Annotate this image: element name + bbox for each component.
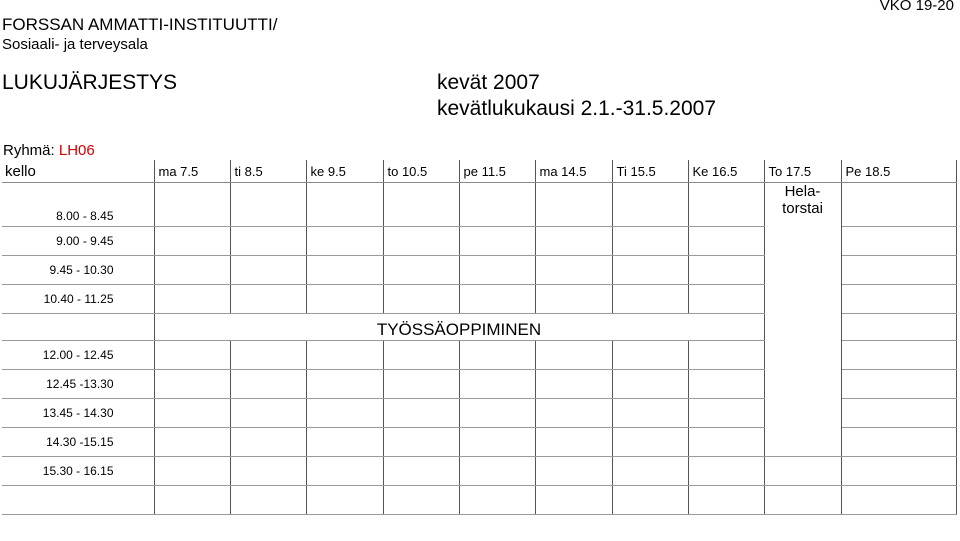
day-header: ke 9.5: [306, 160, 383, 183]
schedule-cell: [841, 486, 956, 515]
schedule-cell: [154, 183, 230, 227]
group-label: Ryhmä:: [3, 142, 55, 159]
group-code: LH06: [58, 142, 95, 159]
schedule-cell: [383, 341, 459, 370]
schedule-cell: [612, 370, 688, 399]
schedule-cell: [612, 428, 688, 457]
schedule-cell: [535, 399, 612, 428]
holiday-line2: torstai: [782, 200, 823, 217]
schedule-cell: [688, 428, 764, 457]
schedule-cell: [764, 457, 841, 486]
time-slot: 14.30 -15.15: [2, 428, 154, 457]
schedule-cell: [383, 428, 459, 457]
schedule-cell: [154, 399, 230, 428]
schedule-table: [2, 160, 957, 515]
schedule-cell: [306, 457, 383, 486]
schedule-cell: [841, 314, 956, 341]
schedule-cell: [154, 370, 230, 399]
schedule-cell: [306, 399, 383, 428]
schedule-cell: [612, 227, 688, 256]
schedule-cell: [383, 256, 459, 285]
schedule-cell: [612, 256, 688, 285]
day-header: To 17.5: [764, 160, 841, 183]
table-row: [2, 457, 956, 486]
day-header: Ke 16.5: [688, 160, 764, 183]
schedule-cell: [841, 183, 956, 227]
schedule-cell: [535, 256, 612, 285]
time-slot: 9.45 - 10.30: [2, 256, 154, 285]
schedule-cell: [688, 227, 764, 256]
schedule-cell: [230, 183, 306, 227]
day-header: Pe 18.5: [841, 160, 956, 183]
schedule-cell: [535, 227, 612, 256]
table-row: [2, 486, 956, 515]
schedule-cell: [841, 256, 956, 285]
schedule-header-row: [2, 160, 956, 183]
schedule-cell: [154, 428, 230, 457]
schedule-cell: [154, 227, 230, 256]
schedule-cell: [841, 341, 956, 370]
schedule-cell: [841, 428, 956, 457]
schedule-cell: [612, 341, 688, 370]
schedule-cell: [688, 457, 764, 486]
schedule-cell: [688, 256, 764, 285]
schedule-cell: [306, 285, 383, 314]
schedule-cell: [383, 457, 459, 486]
schedule-cell: [688, 399, 764, 428]
day-header: to 10.5: [383, 160, 459, 183]
schedule-cell: [535, 457, 612, 486]
schedule-cell: [688, 183, 764, 227]
time-slot: 12.45 -13.30: [2, 370, 154, 399]
schedule-cell: [306, 428, 383, 457]
schedule-cell: [306, 486, 383, 515]
schedule-cell: [459, 183, 535, 227]
schedule-cell: [306, 183, 383, 227]
schedule-cell: [154, 341, 230, 370]
schedule-cell: [459, 399, 535, 428]
schedule-cell: [612, 183, 688, 227]
schedule-cell: [154, 256, 230, 285]
schedule-cell: [459, 428, 535, 457]
day-header: ma 14.5: [535, 160, 612, 183]
time-slot: [2, 486, 154, 515]
time-slot: 9.00 - 9.45: [2, 227, 154, 256]
schedule-cell: [383, 399, 459, 428]
schedule-cell: [459, 341, 535, 370]
schedule-cell: [306, 256, 383, 285]
holiday-cell: [764, 183, 841, 457]
schedule-cell: [459, 486, 535, 515]
schedule-cell: [154, 457, 230, 486]
time-slot: 15.30 - 16.15: [2, 457, 154, 486]
schedule-cell: [230, 399, 306, 428]
schedule-cell: [230, 285, 306, 314]
group-info: [3, 142, 95, 159]
schedule-cell: [535, 285, 612, 314]
schedule-cell: [535, 341, 612, 370]
schedule-cell: [688, 370, 764, 399]
schedule-cell: [459, 256, 535, 285]
day-header: ti 8.5: [230, 160, 306, 183]
schedule-cell: [841, 457, 956, 486]
schedule-cell: [383, 370, 459, 399]
term-label: kevät 2007: [437, 71, 540, 94]
schedule-cell: [459, 227, 535, 256]
schedule-cell: [306, 370, 383, 399]
schedule-cell: [230, 486, 306, 515]
schedule-cell: [688, 341, 764, 370]
schedule-cell: [535, 428, 612, 457]
work-period-cell: TYÖSSÄOPPIMINEN: [154, 314, 764, 341]
schedule-cell: [459, 457, 535, 486]
schedule-cell: [688, 285, 764, 314]
schedule-cell: [459, 370, 535, 399]
schedule-cell: [841, 399, 956, 428]
schedule-cell: [230, 341, 306, 370]
schedule-cell: [230, 256, 306, 285]
schedule-cell: [383, 227, 459, 256]
schedule-cell: [383, 285, 459, 314]
time-slot: 10.40 - 11.25: [2, 285, 154, 314]
term-dates: kevätlukukausi 2.1.-31.5.2007: [437, 97, 717, 120]
schedule-cell: [383, 183, 459, 227]
day-header: pe 11.5: [459, 160, 535, 183]
schedule-cell: [306, 227, 383, 256]
time-slot: 8.00 - 8.45: [2, 183, 154, 227]
day-header: Ti 15.5: [612, 160, 688, 183]
schedule-cell: [535, 486, 612, 515]
schedule-cell: [764, 486, 841, 515]
week-label: VKO 19-20: [879, 0, 954, 14]
schedule-cell: [230, 370, 306, 399]
schedule-cell: [459, 285, 535, 314]
department-name: Sosiaali- ja terveysala: [2, 36, 148, 53]
schedule-cell: [612, 285, 688, 314]
schedule-cell: [535, 370, 612, 399]
table-row: [2, 183, 956, 227]
schedule-cell: [612, 457, 688, 486]
schedule-cell: [154, 486, 230, 515]
schedule-cell: [230, 428, 306, 457]
schedule-cell: [230, 457, 306, 486]
time-slot: 13.45 - 14.30: [2, 399, 154, 428]
schedule-cell: [841, 285, 956, 314]
schedule-cell: [306, 341, 383, 370]
institution-name: FORSSAN AMMATTI-INSTITUUTTI/: [2, 15, 278, 34]
schedule-cell: [612, 486, 688, 515]
schedule-cell: [612, 399, 688, 428]
schedule-cell: [535, 183, 612, 227]
schedule-cell: [154, 285, 230, 314]
page-title: LUKUJÄRJESTYS: [2, 71, 178, 94]
time-slot: [2, 314, 154, 341]
day-header: ma 7.5: [154, 160, 230, 183]
schedule-cell: [841, 227, 956, 256]
schedule-cell: [688, 486, 764, 515]
time-column-header: kello: [2, 160, 154, 183]
time-slot: 12.00 - 12.45: [2, 341, 154, 370]
schedule-cell: [841, 370, 956, 399]
schedule-cell: [230, 227, 306, 256]
holiday-line1: Hela-: [784, 183, 821, 200]
schedule-cell: [383, 486, 459, 515]
